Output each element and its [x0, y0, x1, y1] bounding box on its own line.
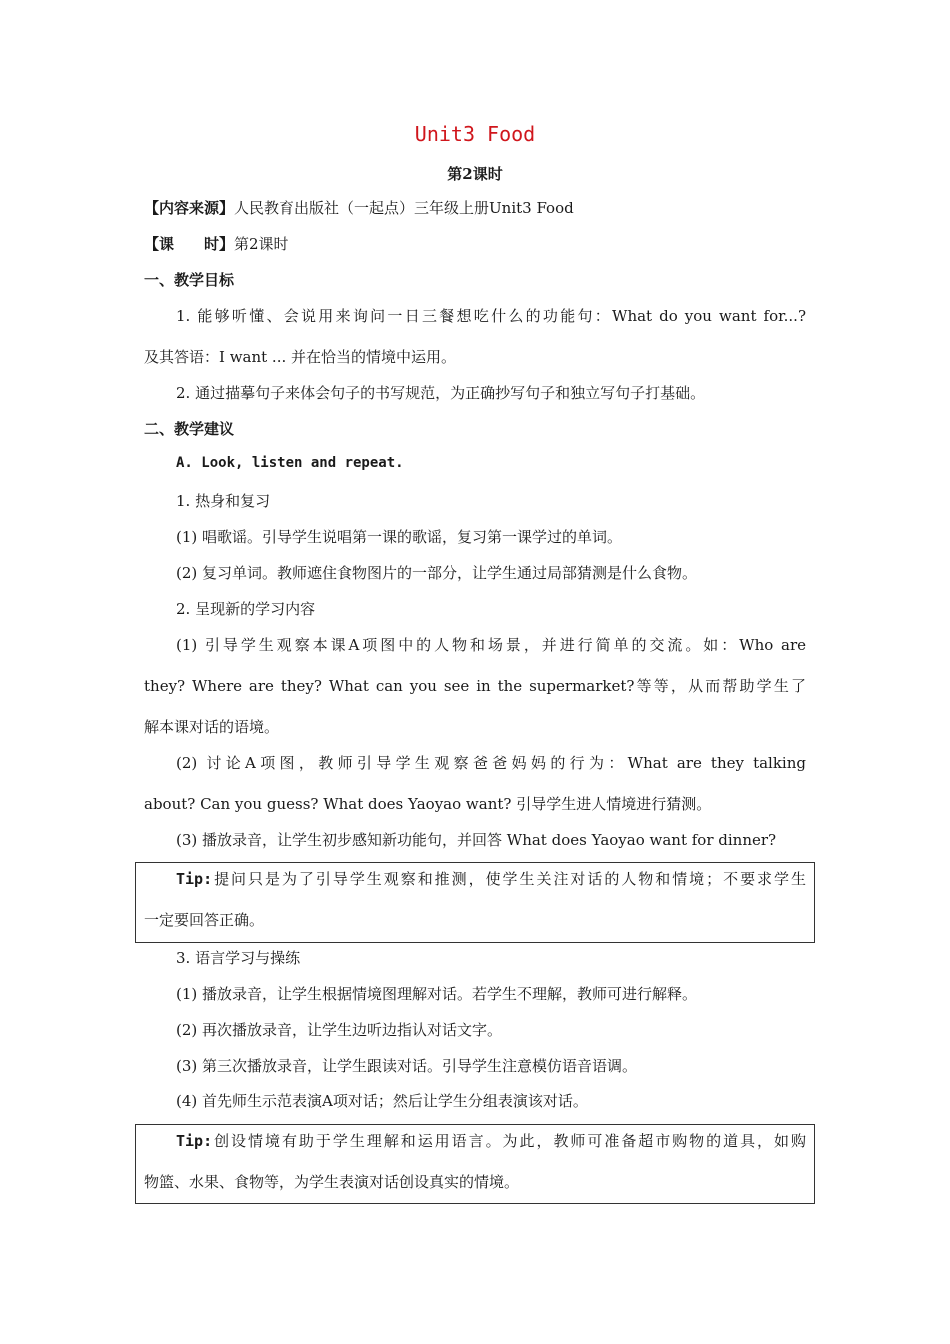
tip-2-text: 创设情境有助于学生理解和运用语言。为此，教师可准备超市购物的道具，如购	[212, 1132, 806, 1150]
step-3-heading: 3. 语言学习与操练	[176, 949, 301, 967]
document-title: Unit3 Food	[414, 122, 536, 146]
lesson-period-label: 【课 时】	[144, 235, 235, 253]
step-3-item-1: (1) 播放录音，让学生根据情境图理解对话。若学生不理解，教师可进行解释。	[176, 985, 698, 1003]
content-source-label: 【内容来源】	[144, 199, 235, 217]
step-1-heading: 1. 热身和复习	[176, 492, 271, 510]
lesson-period-text: 第2课时	[234, 235, 289, 253]
lesson-period	[144, 233, 289, 254]
tip-1-label: Tip:	[176, 870, 213, 888]
objective-1-line-1: 1. 能够听懂、会说用来询问一日三餐想吃什么的功能句：What do you want for...?	[176, 307, 806, 325]
objective-2: 2. 通过描摹句子来体会句子的书写规范，为正确抄写句子和独立写句子打基础。	[176, 384, 706, 402]
step-2-item-2-line-1: (2) 讨论A项图，教师引导学生观察爸爸妈妈的行为：What are they talking	[176, 754, 806, 772]
content-source	[144, 197, 574, 218]
tip-box-1	[135, 862, 815, 943]
document-subtitle: 第2课时	[447, 165, 503, 183]
step-3-item-4: (4) 首先师生示范表演A项对话；然后让学生分组表演该对话。	[176, 1092, 588, 1110]
tip-box-2	[135, 1124, 815, 1204]
tip-1-line-2: 一定要回答正确。	[144, 911, 265, 929]
step-2-heading: 2. 呈现新的学习内容	[176, 600, 316, 618]
tip-1-text: 提问只是为了引导学生观察和推测，使学生关注对话的人物和情境；不要求学生	[212, 870, 806, 888]
tip-1-line-1	[176, 868, 806, 889]
step-2-item-1-line-3: 解本课对话的语境。	[144, 718, 280, 736]
section-heading-suggestions: 二、教学建议	[144, 420, 235, 438]
step-1-item-2: (2) 复习单词。教师遮住食物图片的一部分，让学生通过局部猜测是什么食物。	[176, 564, 698, 582]
step-3-item-3: (3) 第三次播放录音，让学生跟读对话。引导学生注意模仿语音语调。	[176, 1057, 638, 1075]
step-2-item-1-line-1: (1) 引导学生观察本课A项图中的人物和场景，并进行简单的交流。如：Who are	[176, 636, 806, 654]
tip-2-line-1	[176, 1130, 806, 1151]
tip-2-line-2: 物篮、水果、食物等，为学生表演对话创设真实的情境。	[144, 1173, 520, 1191]
content-source-text: 人民教育出版社（一起点）三年级上册Unit3 Food	[234, 199, 574, 217]
section-heading-objectives: 一、教学目标	[144, 271, 235, 289]
step-1-item-1: (1) 唱歌谣。引导学生说唱第一课的歌谣，复习第一课学过的单词。	[176, 528, 623, 546]
step-2-item-1-line-2: they? Where are they? What can you see in the supermarket?等等，从而帮助学生了	[144, 677, 806, 695]
step-3-item-2: (2) 再次播放录音，让学生边听边指认对话文字。	[176, 1021, 503, 1039]
tip-2-label: Tip:	[176, 1132, 213, 1150]
part-a-heading: A. Look, listen and repeat.	[176, 455, 404, 471]
step-2-item-2-line-2: about? Can you guess? What does Yaoyao want? 引导学生进人情境进行猜测。	[144, 795, 712, 813]
step-2-item-3: (3) 播放录音，让学生初步感知新功能句，并回答 What does Yaoyao want for dinner?	[176, 831, 777, 849]
objective-1-line-2: 及其答语：I want ... 并在恰当的情境中运用。	[144, 348, 457, 366]
